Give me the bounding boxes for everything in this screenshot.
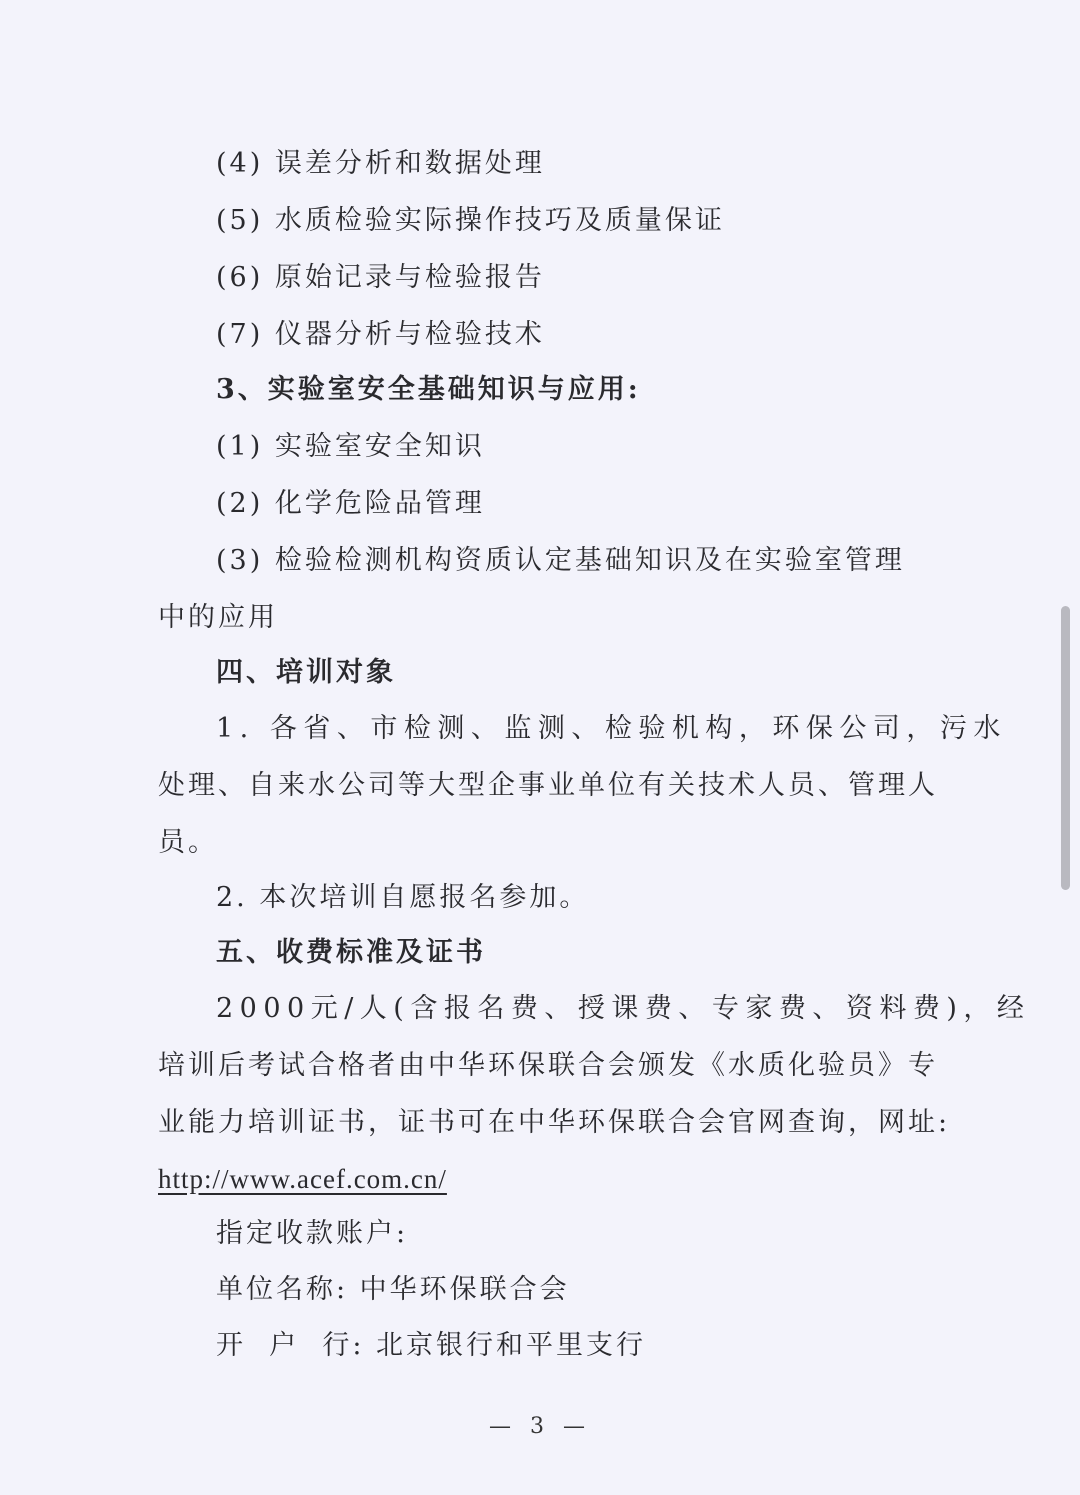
list-item-lab-safety-knowledge: (1) 实验室安全知识 <box>216 431 485 462</box>
paragraph-targets-line-2: 处理、自来水公司等大型企事业单位有关技术人员、管理人 <box>158 770 938 801</box>
account-bank: 开 户 行: 北京银行和平里支行 <box>216 1330 647 1361</box>
page-number: — 3 — <box>489 1414 591 1439</box>
paragraph-targets-line-3: 员。 <box>158 827 218 858</box>
list-item-qualification-accreditation: (3) 检验检测机构资质认定基础知识及在实验室管理 <box>216 545 905 576</box>
paragraph-targets-line-1: 1. 各省、市检测、监测、检验机构，环保公司，污水 <box>216 713 1007 744</box>
section-heading-training-targets: 四、培训对象 <box>216 657 396 688</box>
paragraph-fees-line-2: 培训后考试合格者由中华环保联合会颁发《水质化验员》专 <box>158 1050 938 1081</box>
section-heading-fees-certificate: 五、收费标准及证书 <box>216 937 486 968</box>
list-item-instrument-analysis: (7) 仪器分析与检验技术 <box>216 319 545 350</box>
paragraph-voluntary-registration: 2. 本次培训自愿报名参加。 <box>216 882 590 913</box>
list-item-error-analysis: (4) 误差分析和数据处理 <box>216 148 545 179</box>
account-unit-name: 单位名称: 中华环保联合会 <box>216 1274 570 1305</box>
vertical-scrollbar[interactable] <box>1061 606 1070 890</box>
paragraph-fees-line-3: 业能力培训证书，证书可在中华环保联合会官网查询，网址: <box>158 1107 951 1138</box>
list-item-water-quality-testing: (5) 水质检验实际操作技巧及质量保证 <box>216 205 725 236</box>
list-item-hazardous-chemicals: (2) 化学危险品管理 <box>216 488 485 519</box>
website-link[interactable]: http://www.acef.com.cn/ <box>158 1164 447 1194</box>
section-heading-lab-safety: 3、实验室安全基础知识与应用: <box>216 374 641 405</box>
list-item-qualification-accreditation-cont: 中的应用 <box>158 602 278 633</box>
paragraph-fees-line-1: 2000元/人(含报名费、授课费、专家费、资料费)，经 <box>216 993 1031 1024</box>
list-item-original-records: (6) 原始记录与检验报告 <box>216 262 545 293</box>
designated-account-label: 指定收款账户: <box>216 1218 409 1249</box>
